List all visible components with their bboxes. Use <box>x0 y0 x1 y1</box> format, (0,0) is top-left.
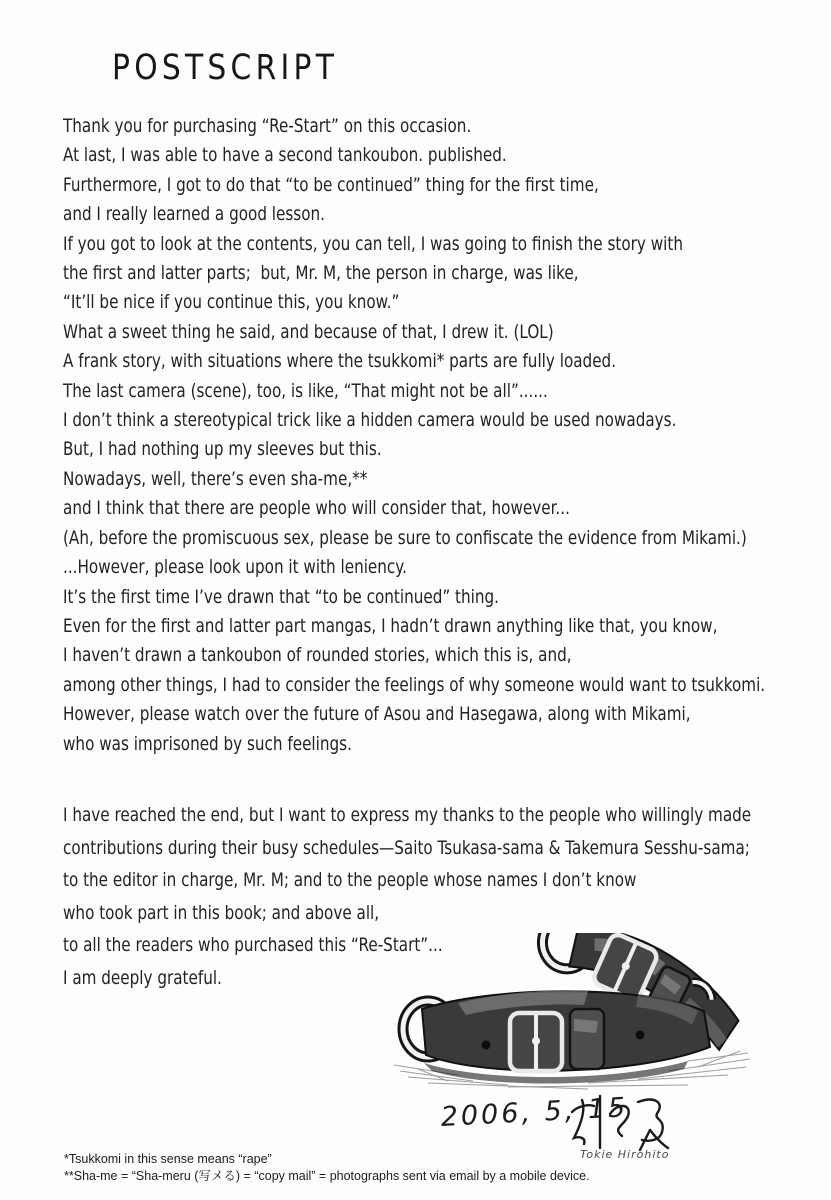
text-line: among other things, I had to consider the feelings of why someone would want to tsukkomi. <box>63 673 766 696</box>
text-line: and I think that there are people who will consider that, however... <box>63 497 570 520</box>
text-line: and I really learned a good lesson. <box>63 203 325 226</box>
author-name: Tokie Hirohito <box>580 1148 670 1161</box>
front-collar <box>403 991 710 1084</box>
text-line: ...However, please look upon it with leniency. <box>63 556 407 579</box>
text-line: The last camera (scene), too, is like, “That might not be all”...... <box>63 379 548 402</box>
dog-collars-illustration <box>388 933 758 1095</box>
text-line: Nowadays, well, there’s even sha-me,** <box>63 467 368 490</box>
text-line: who was imprisoned by such feelings. <box>63 732 352 755</box>
footnotes <box>64 1151 590 1185</box>
text-line: *Tsukkomi in this sense means “rape” <box>64 1152 272 1166</box>
text-line: to all the readers who purchased this “Re-Start”... <box>63 934 443 957</box>
text-line: A frank story, with situations where the tsukkomi* parts are fully loaded. <box>63 350 617 373</box>
text-line: Even for the first and latter part mangas, I hadn’t drawn anything like that, you know, <box>63 614 718 637</box>
text-line: Thank you for purchasing “Re-Start” on this occasion. <box>63 115 472 137</box>
text-line: (Ah, before the promiscuous sex, please be sure to confiscate the evidence from Mikami.) <box>63 526 747 549</box>
text-line: who took part in this book; and above all, <box>63 901 380 924</box>
text-line: What a sweet thing he said, and because of that, I drew it. (LOL) <box>63 320 554 343</box>
text-line: But, I had nothing up my sleeves but this. <box>63 438 382 461</box>
text-line: If you got to look at the contents, you can tell, I was going to finish the story with <box>63 232 683 255</box>
signature-kanji <box>566 1092 676 1154</box>
text-line: It’s the first time I’ve drawn that “to be continued” thing. <box>63 585 499 608</box>
text-line: contributions during their busy schedules—Saito Tsukasa-sama & Takemura Sesshu-sama; <box>63 836 750 859</box>
text-line: However, please watch over the future of Asou and Hasegawa, along with Mikami, <box>63 703 691 726</box>
text-line: I have reached the end, but I want to express my thanks to the people who willingly made <box>63 804 752 826</box>
text-line: I don’t think a stereotypical trick like a hidden camera would be used nowadays. <box>63 409 677 432</box>
text-line: the first and latter parts; but, Mr. M, the person in charge, was like, <box>63 262 579 285</box>
text-line: I haven’t drawn a tankoubon of rounded stories, which this is, and, <box>63 644 572 667</box>
page-title: POSTSCRIPT <box>112 48 339 88</box>
postscript-body-paragraph <box>63 112 831 759</box>
text-line: I am deeply grateful. <box>63 966 222 989</box>
text-line: **Sha-me = “Sha-meru (写メる) = “copy mail” = photographs sent via email by a mobile device. <box>64 1169 590 1183</box>
text-line: to the editor in charge, Mr. M; and to the people whose names I don’t know <box>63 869 637 892</box>
text-line: Furthermore, I got to do that “to be continued” thing for the first time, <box>63 173 599 196</box>
text-line: At last, I was able to have a second tankoubon. published. <box>63 144 507 167</box>
text-line: “It’ll be nice if you continue this, you know.” <box>63 291 400 314</box>
date: 2006, 5, 15 <box>440 1092 629 1133</box>
